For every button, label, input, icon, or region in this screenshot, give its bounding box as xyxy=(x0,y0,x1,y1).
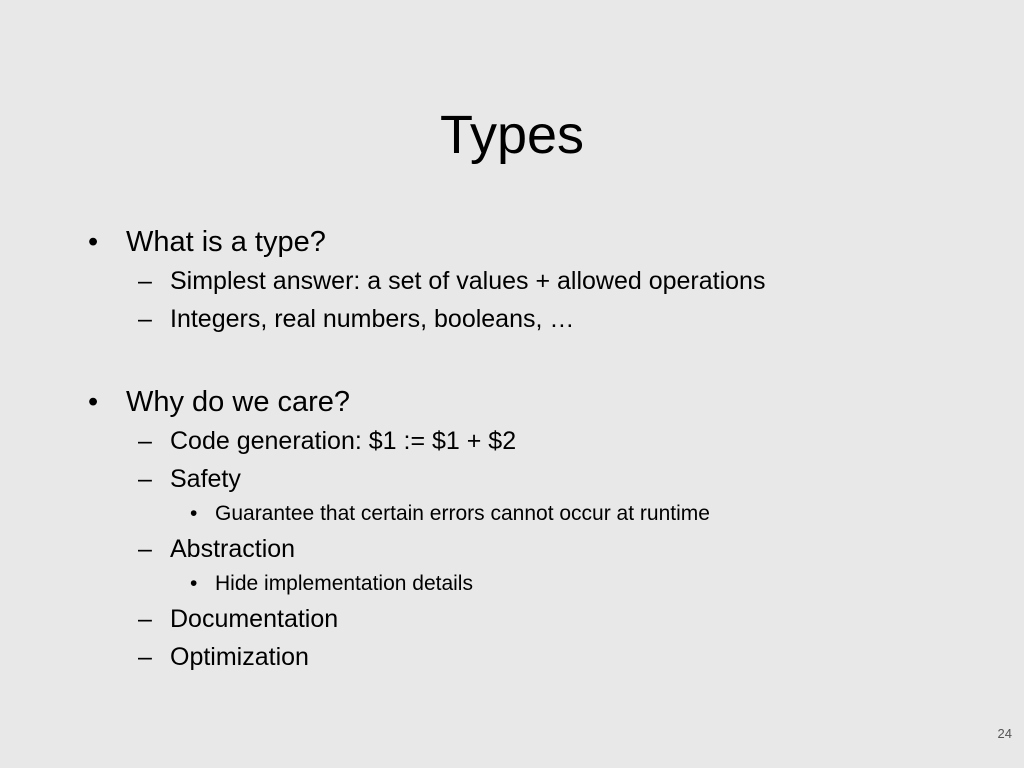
dash-marker: – xyxy=(138,267,152,295)
bullet-marker: • xyxy=(88,226,99,258)
sub-bullet-simplest-answer xyxy=(138,265,766,297)
dash-marker: – xyxy=(138,643,152,671)
bullet-marker: • xyxy=(88,386,99,418)
bullet-what-is-a-type xyxy=(88,224,326,260)
slide-number: 24 xyxy=(997,726,1012,741)
sub-bullet-documentation xyxy=(138,603,339,635)
sub-bullet-integers xyxy=(138,303,575,335)
dash-marker: – xyxy=(138,427,152,455)
sub-bullet-optimization xyxy=(138,641,309,673)
sub-bullet-text: Safety xyxy=(170,465,241,493)
sub-bullet-abstraction xyxy=(138,533,296,565)
sub-sub-bullet-text: Hide implementation details xyxy=(215,572,473,595)
dash-marker: – xyxy=(138,465,152,493)
bullet-text: What is a type? xyxy=(126,226,326,258)
sub-bullet-text: Documentation xyxy=(170,605,339,633)
sub-bullet-text: Optimization xyxy=(170,643,309,671)
slide-title: Types xyxy=(439,105,585,165)
sub-bullet-text: Code generation: $1 := $1 + $2 xyxy=(170,427,517,455)
sub-sub-bullet-text: Guarantee that certain errors cannot occur at runtime xyxy=(215,502,710,525)
sub-bullet-text: Simplest answer: a set of values + allowed operations xyxy=(170,267,766,295)
sub-bullet-code-generation xyxy=(138,425,517,457)
sub-bullet-safety xyxy=(138,463,241,495)
sub-bullet-text: Abstraction xyxy=(170,535,296,563)
sub-bullet-text: Integers, real numbers, booleans, … xyxy=(170,305,575,333)
dash-marker: – xyxy=(138,605,152,633)
bullet-marker: • xyxy=(190,502,198,525)
bullet-text: Why do we care? xyxy=(126,386,351,418)
sub-sub-bullet-guarantee xyxy=(190,500,710,528)
bullet-why-do-we-care xyxy=(88,384,351,420)
dash-marker: – xyxy=(138,305,152,333)
bullet-marker: • xyxy=(190,572,198,595)
sub-sub-bullet-hide-details xyxy=(190,570,473,598)
dash-marker: – xyxy=(138,535,152,563)
